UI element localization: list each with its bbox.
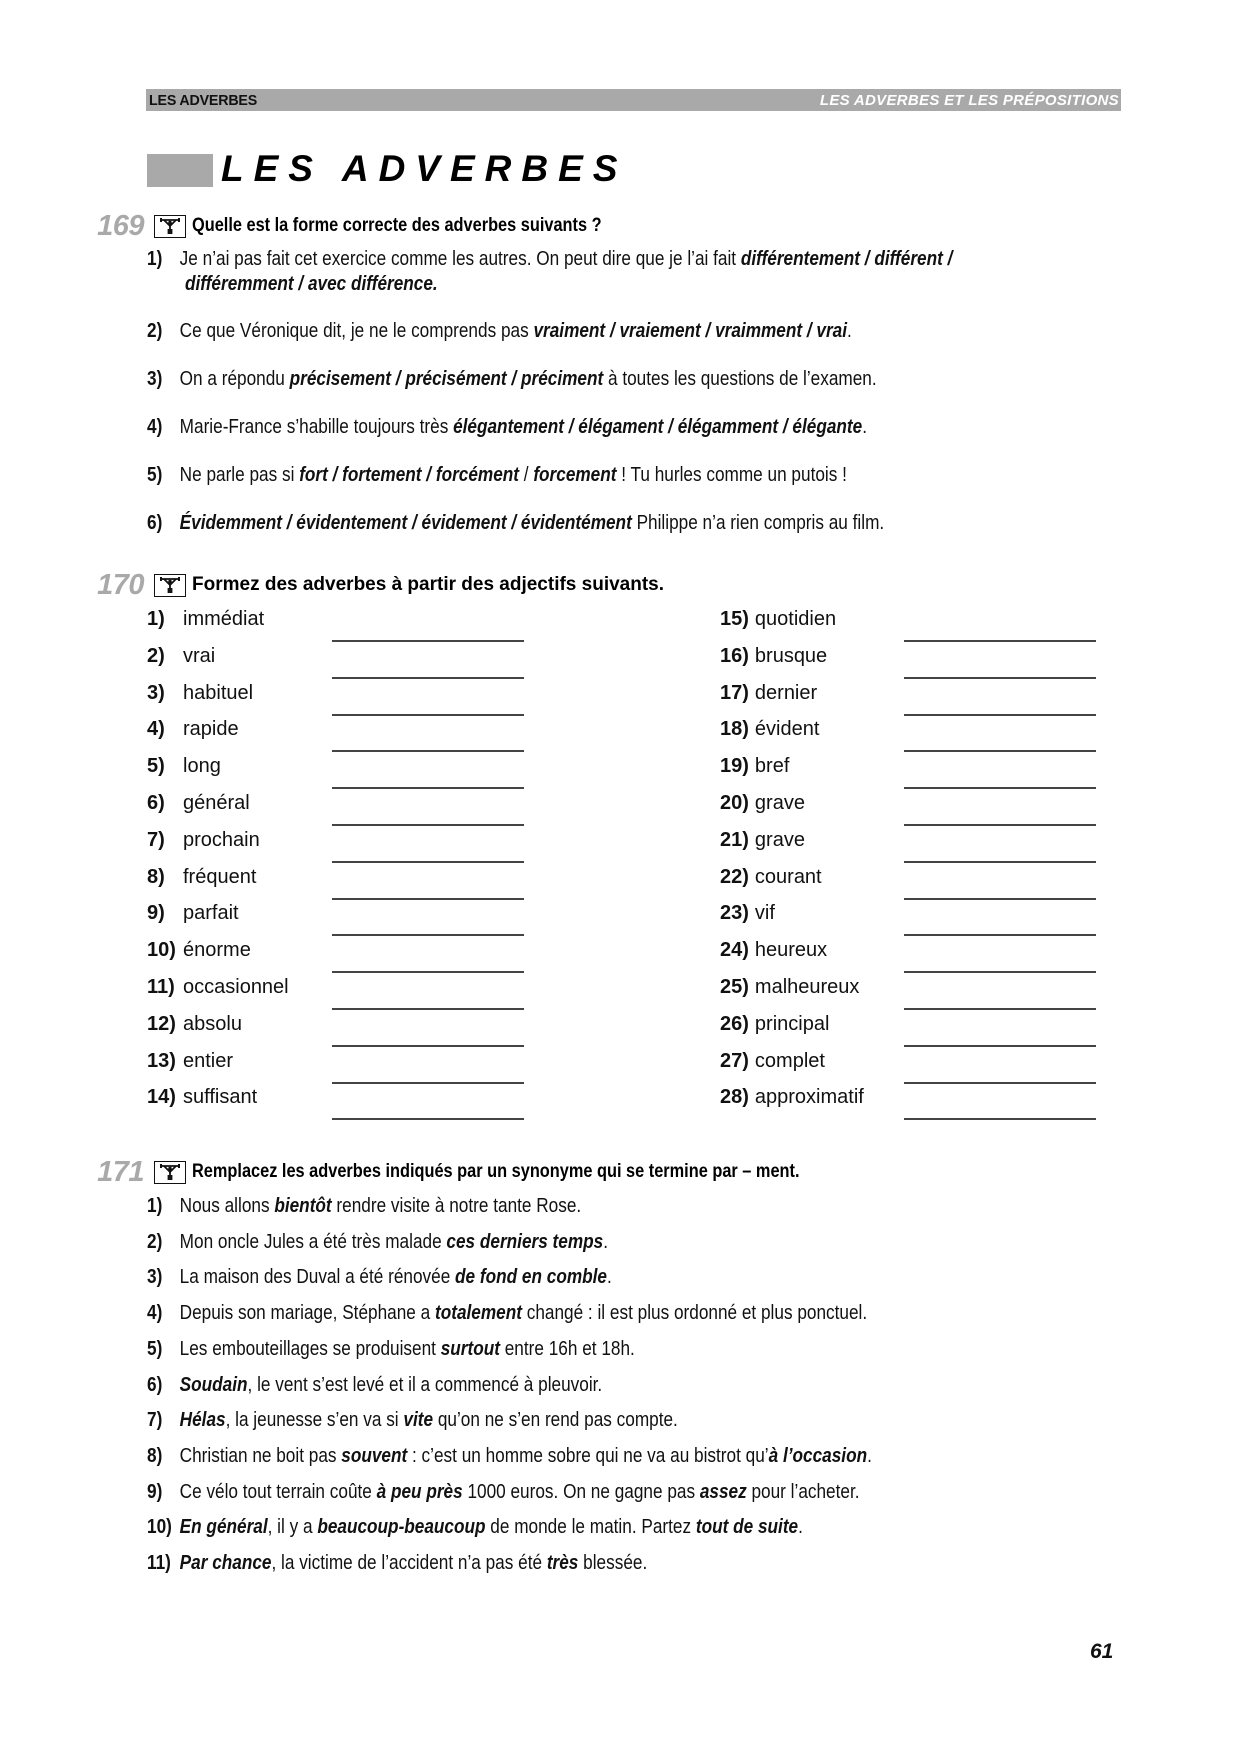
sentence-item [147, 1444, 872, 1469]
item-text: changé : il est plus ordonné et plus ponctuel. [521, 1302, 868, 1324]
exercise-instruction: Quelle est la forme correcte des adverbes suivants ? [192, 215, 602, 236]
item-text: Mon oncle Jules a été très malade [179, 1231, 447, 1253]
answer-blank[interactable] [904, 787, 1096, 789]
highlighted-adverb: beaucoup-beaucoup [317, 1516, 486, 1538]
question-item [147, 415, 867, 440]
adjective-word: énorme [183, 939, 251, 961]
adjective-item [147, 754, 221, 779]
item-number: 12) [147, 1013, 176, 1035]
adjective-item [147, 644, 215, 669]
item-number: 5) [147, 464, 163, 486]
item-text: , il y a [267, 1516, 318, 1538]
adjective-item [720, 975, 859, 1000]
adjective-item [720, 644, 827, 669]
item-number: 21) [720, 829, 749, 851]
adjective-item [720, 828, 805, 853]
answer-options: fort / fortement / forcément [299, 464, 519, 486]
item-number: 18) [720, 718, 749, 740]
item-number: 22) [720, 866, 749, 888]
highlighted-adverb: En général [179, 1516, 268, 1538]
sentence-item [147, 1480, 860, 1505]
answer-blank[interactable] [904, 971, 1096, 973]
answer-options: forcement [533, 464, 617, 486]
question-item [147, 367, 877, 392]
item-text: entre 16h et 18h. [499, 1338, 635, 1360]
item-number: 4) [147, 416, 163, 438]
exercise-number: 169 [97, 209, 144, 242]
adjective-word: quotidien [754, 608, 837, 630]
running-header [146, 89, 1121, 111]
adjective-item [720, 865, 822, 890]
item-text: Philippe n’a rien compris au film. [631, 512, 885, 534]
sentence-item [147, 1551, 647, 1576]
adjective-word: occasionnel [183, 976, 289, 998]
highlighted-adverb: Soudain [179, 1374, 248, 1396]
adjective-item [720, 1012, 829, 1037]
answer-blank[interactable] [332, 898, 524, 900]
answer-blank[interactable] [332, 824, 524, 826]
item-text: . [867, 1445, 872, 1467]
adjective-item [720, 717, 819, 742]
exercise-instruction: Remplacez les adverbes indiqués par un synonyme qui se termine par – ment. [192, 1161, 800, 1182]
highlighted-adverb: totalement [434, 1302, 522, 1324]
item-text: Christian ne boit pas [179, 1445, 342, 1467]
question-item [147, 511, 884, 536]
adjective-word: évident [754, 718, 820, 740]
item-number: 26) [720, 1013, 749, 1035]
answer-options: Évidemment / évidentement / évidement / évidentément [179, 512, 632, 534]
item-text: . [862, 416, 867, 438]
sentence-item [147, 1373, 602, 1398]
item-text: / [518, 464, 534, 486]
item-number: 10) [147, 1516, 172, 1538]
item-text: rendre visite à notre tante Rose. [331, 1195, 582, 1217]
highlighted-adverb: surtout [440, 1338, 500, 1360]
adjective-word: complet [754, 1050, 825, 1072]
answer-blank[interactable] [904, 1045, 1096, 1047]
item-text: à toutes les questions de l’examen. [603, 368, 877, 390]
highlighted-adverb: Par chance [179, 1552, 272, 1574]
item-number: 10) [147, 939, 176, 961]
answer-options: différemment / avec différence. [185, 273, 438, 295]
item-number: 14) [147, 1086, 176, 1108]
item-text: pour l’acheter. [746, 1481, 860, 1503]
answer-blank[interactable] [904, 750, 1096, 752]
answer-blank[interactable] [332, 750, 524, 752]
adjective-word: brusque [754, 645, 828, 667]
highlighted-adverb: vite [403, 1409, 434, 1431]
answer-blank[interactable] [904, 677, 1096, 679]
item-text: Les embouteillages se produisent [179, 1338, 441, 1360]
item-text: Je n’ai pas fait cet exercice comme les autres. On peut dire que je l’ai fait [179, 248, 741, 270]
answer-blank[interactable] [904, 934, 1096, 936]
item-number: 19) [720, 755, 749, 777]
adjective-word: général [183, 792, 250, 814]
item-number: 11) [147, 976, 175, 998]
sentence-item [147, 1301, 867, 1326]
item-number: 15) [720, 608, 749, 630]
item-text: Depuis son mariage, Stéphane a [179, 1302, 435, 1324]
sentence-item [147, 1515, 803, 1540]
item-text: qu’on ne s’en rend pas compte. [433, 1409, 678, 1431]
adjective-word: parfait [183, 902, 239, 924]
sentence-item [147, 1194, 581, 1219]
question-item [147, 319, 852, 344]
item-number: 17) [720, 682, 749, 704]
adjective-word: absolu [183, 1013, 242, 1035]
item-number: 5) [147, 755, 165, 777]
item-text: Nous allons [179, 1195, 275, 1217]
question-item [147, 463, 847, 488]
sentence-item [147, 1230, 608, 1255]
adjective-word: immédiat [183, 608, 265, 630]
adjective-item [147, 681, 253, 706]
adjective-word: principal [754, 1013, 830, 1035]
highlighted-adverb: assez [699, 1481, 747, 1503]
adjective-word: rapide [183, 718, 239, 740]
adjective-word: suffisant [183, 1086, 258, 1108]
adjective-item [147, 1085, 257, 1110]
item-number: 5) [147, 1338, 163, 1360]
highlighted-adverb: Hélas [179, 1409, 226, 1431]
adjective-item [147, 1012, 242, 1037]
item-number: 2) [147, 645, 165, 667]
exercise-instruction: Formez des adverbes à partir des adjectifs suivants. [192, 574, 665, 595]
answer-options: élégantement / élégament / élégamment / élégante [453, 416, 863, 438]
item-number: 16) [720, 645, 749, 667]
answer-blank[interactable] [332, 1008, 524, 1010]
adjective-item [720, 1049, 825, 1074]
adjective-word: fréquent [183, 866, 257, 888]
weightlifter-icon [154, 215, 186, 238]
item-text: . [603, 1231, 609, 1253]
item-text: Ce que Véronique dit, je ne le comprends pas [179, 320, 534, 342]
adjective-word: long [183, 755, 221, 777]
answer-blank[interactable] [904, 1008, 1096, 1010]
item-text: , le vent s’est levé et il a commencé à pleuvoir. [247, 1374, 603, 1396]
exercise-number: 170 [97, 568, 144, 601]
question-item-continued [185, 272, 438, 297]
answer-blank[interactable] [332, 677, 524, 679]
header-section: LES ADVERBES ET LES PRÉPOSITIONS [819, 92, 1119, 109]
item-number: 13) [147, 1050, 176, 1072]
answer-blank[interactable] [332, 1118, 524, 1120]
answer-blank[interactable] [904, 640, 1096, 642]
exercise-169-heading [80, 209, 668, 242]
question-item [147, 247, 952, 272]
highlighted-adverb: ces derniers temps [446, 1231, 604, 1253]
item-number: 24) [720, 939, 749, 961]
answer-options: différentement / différent / [740, 248, 953, 270]
adjective-word: habituel [183, 682, 254, 704]
item-number: 25) [720, 976, 749, 998]
adjective-word: vrai [183, 645, 216, 667]
sentence-item [147, 1265, 612, 1290]
item-number: 3) [147, 1266, 163, 1288]
item-text: ! Tu hurles comme un putois ! [616, 464, 847, 486]
adjective-item [147, 938, 251, 963]
adjective-word: dernier [754, 682, 818, 704]
adjective-item [147, 607, 264, 632]
adjective-word: entier [183, 1050, 234, 1072]
sentence-item [147, 1408, 678, 1433]
item-text: . [798, 1516, 803, 1538]
sentence-item [147, 1337, 635, 1362]
item-number: 3) [147, 682, 165, 704]
answer-blank[interactable] [332, 934, 524, 936]
item-number: 2) [147, 1231, 163, 1253]
answer-blank[interactable] [332, 640, 524, 642]
adjective-word: grave [754, 792, 805, 814]
highlighted-adverb: à peu près [376, 1481, 463, 1503]
adjective-item [147, 865, 256, 890]
adjective-item [720, 754, 789, 779]
answer-blank[interactable] [332, 861, 524, 863]
item-text: . [607, 1266, 612, 1288]
item-number: 20) [720, 792, 749, 814]
highlighted-adverb: bientôt [274, 1195, 332, 1217]
adjective-word: approximatif [754, 1086, 864, 1108]
item-number: 4) [147, 1302, 163, 1324]
item-number: 2) [147, 320, 163, 342]
page-title: LES ADVERBES [221, 148, 628, 189]
adjective-word: grave [754, 829, 805, 851]
adjective-item [147, 901, 239, 926]
adjective-item [720, 607, 836, 632]
answer-blank[interactable] [904, 824, 1096, 826]
item-text: Marie-France s’habille toujours très [179, 416, 454, 438]
item-number: 1) [147, 608, 165, 630]
page-number: 61 [1090, 1640, 1114, 1663]
item-number: 4) [147, 718, 165, 740]
header-chapter: LES ADVERBES [149, 92, 258, 109]
answer-blank[interactable] [904, 714, 1096, 716]
adjective-word: vif [754, 902, 775, 924]
item-number: 8) [147, 866, 165, 888]
adjective-word: heureux [754, 939, 828, 961]
item-number: 9) [147, 1481, 163, 1503]
adjective-item [147, 1049, 233, 1074]
item-number: 7) [147, 829, 165, 851]
item-text: : c’est un homme sobre qui ne va au bistrot qu’ [407, 1445, 769, 1467]
item-number: 28) [720, 1086, 749, 1108]
adjective-item [720, 681, 817, 706]
adjective-item [147, 717, 239, 742]
adjective-word: prochain [183, 829, 260, 851]
adjective-word: malheureux [754, 976, 860, 998]
answer-blank[interactable] [904, 861, 1096, 863]
answer-options: précisement / précisément / préciment [289, 368, 604, 390]
adjective-item [720, 1085, 864, 1110]
exercise-171-heading [80, 1155, 898, 1188]
item-text: de monde le matin. Partez [485, 1516, 696, 1538]
answer-blank[interactable] [332, 971, 524, 973]
item-text: , la jeunesse s’en va si [225, 1409, 404, 1431]
item-text: , la victime de l’accident n’a pas été [271, 1552, 547, 1574]
answer-blank[interactable] [332, 1082, 524, 1084]
weightlifter-icon [154, 1161, 186, 1184]
answer-blank[interactable] [332, 787, 524, 789]
highlighted-adverb: à l’occasion [768, 1445, 868, 1467]
item-text: blessée. [578, 1552, 648, 1574]
highlighted-adverb: de fond en comble [455, 1266, 608, 1288]
adjective-item [147, 975, 289, 1000]
item-number: 1) [147, 248, 163, 270]
item-number: 3) [147, 368, 163, 390]
item-number: 23) [720, 902, 749, 924]
item-number: 11) [147, 1552, 171, 1574]
item-text: 1000 euros. On ne gagne pas [462, 1481, 700, 1503]
adjective-item [147, 828, 260, 853]
adjective-item [720, 938, 827, 963]
title-decor-block [147, 154, 213, 187]
exercise-170-heading [80, 568, 665, 601]
answer-blank[interactable] [904, 1082, 1096, 1084]
item-text: On a répondu [179, 368, 290, 390]
item-number: 6) [147, 792, 165, 814]
item-number: 7) [147, 1409, 163, 1431]
item-number: 1) [147, 1195, 163, 1217]
item-text: Ce vélo tout terrain coûte [179, 1481, 377, 1503]
item-number: 27) [720, 1050, 749, 1072]
item-text: Ne parle pas si [179, 464, 300, 486]
answer-options: vraiment / vraiement / vraimment / vrai [533, 320, 848, 342]
item-number: 6) [147, 512, 163, 534]
item-number: 8) [147, 1445, 163, 1467]
adjective-item [720, 901, 775, 926]
adjective-word: courant [754, 866, 822, 888]
item-number: 6) [147, 1374, 163, 1396]
highlighted-adverb: tout de suite [695, 1516, 799, 1538]
answer-blank[interactable] [904, 1118, 1096, 1120]
weightlifter-icon [154, 574, 186, 597]
exercise-number: 171 [97, 1155, 144, 1188]
answer-blank[interactable] [332, 1045, 524, 1047]
adjective-word: bref [754, 755, 790, 777]
highlighted-adverb: souvent [341, 1445, 408, 1467]
item-text: . [847, 320, 852, 342]
answer-blank[interactable] [904, 898, 1096, 900]
highlighted-adverb: très [546, 1552, 579, 1574]
item-number: 9) [147, 902, 165, 924]
adjective-item [720, 791, 805, 816]
adjective-item [147, 791, 250, 816]
answer-blank[interactable] [332, 714, 524, 716]
item-text: La maison des Duval a été rénovée [179, 1266, 456, 1288]
